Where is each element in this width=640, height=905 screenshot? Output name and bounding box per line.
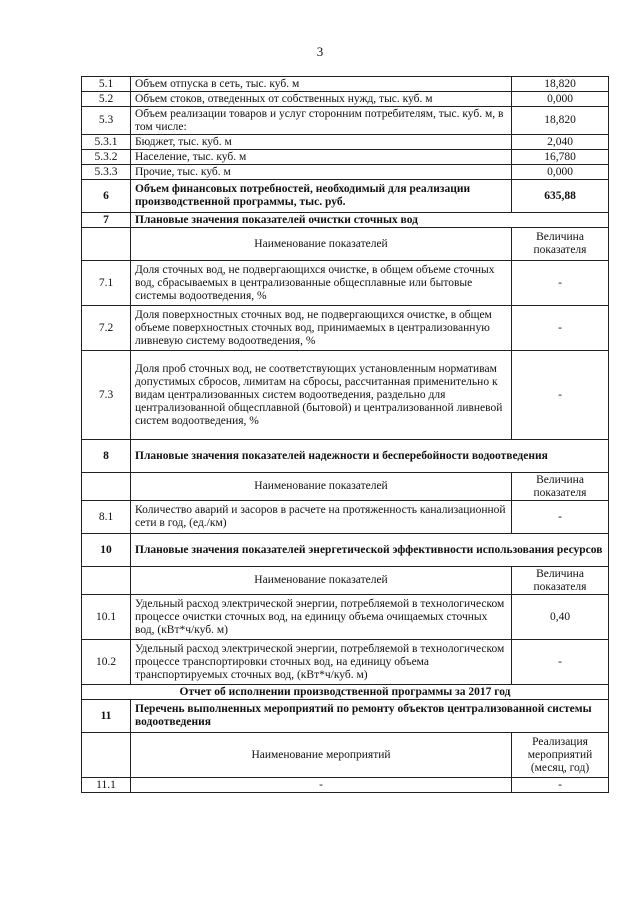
row-text: Прочие, тыс. куб. м xyxy=(131,165,512,180)
table-row xyxy=(82,595,609,640)
row-text: Объем финансовых потребностей, необходимый для реализации производственной программы, тыс. руб. xyxy=(131,180,512,213)
section-title: Перечень выполненных мероприятий по ремонту объектов централизованной системы водоотведения xyxy=(131,700,609,733)
column-header-row xyxy=(82,733,609,778)
row-value: 16,780 xyxy=(512,150,609,165)
report-title-row xyxy=(82,685,609,700)
table-row xyxy=(82,92,609,107)
section-number: 10 xyxy=(82,534,131,567)
section-number: 7 xyxy=(82,213,131,228)
row-value: 0,000 xyxy=(512,165,609,180)
row-value: 0,40 xyxy=(512,595,609,640)
row-value: 18,820 xyxy=(512,77,609,92)
row-value: - xyxy=(512,261,609,306)
row-value: - xyxy=(512,351,609,440)
row-number: 10.2 xyxy=(82,640,131,685)
row-value: 18,820 xyxy=(512,107,609,135)
row-text: Количество аварий и засоров в расчете на протяженность канализационной сети в год, (ед./км) xyxy=(131,501,512,534)
row-value: 2,040 xyxy=(512,135,609,150)
row-number: 7.2 xyxy=(82,306,131,351)
row-number: 8.1 xyxy=(82,501,131,534)
table-row xyxy=(82,640,609,685)
table-row xyxy=(82,261,609,306)
section-title: Плановые значения показателей очистки сточных вод xyxy=(131,213,609,228)
row-text: Объем отпуска в сеть, тыс. куб. м xyxy=(131,77,512,92)
section-header xyxy=(82,213,609,228)
table-row xyxy=(82,180,609,213)
column-header-name: Наименование мероприятий xyxy=(131,733,512,778)
row-value: - xyxy=(512,501,609,534)
page-number: 3 xyxy=(316,44,324,59)
row-number: 10.1 xyxy=(82,595,131,640)
column-header-value: Величина показателя xyxy=(512,473,609,501)
row-number: 5.3.3 xyxy=(82,165,131,180)
row-number: 6 xyxy=(82,180,131,213)
row-text: Объем реализации товаров и услуг сторонним потребителям, тыс. куб. м, в том числе: xyxy=(131,107,512,135)
column-header-name: Наименование показателей xyxy=(131,473,512,501)
row-text: Доля сточных вод, не подвергающихся очистке, в общем объеме сточных вод, сбрасываемых в централизованные общесплавные или бытовые системы водоотведения, % xyxy=(131,261,512,306)
table-row xyxy=(82,351,609,440)
row-number: 5.1 xyxy=(82,77,131,92)
column-header-name: Наименование показателей xyxy=(131,567,512,595)
report-title: Отчет об исполнении производственной программы за 2017 год xyxy=(82,685,609,700)
column-header-value: Величина показателя xyxy=(512,567,609,595)
row-number: 7.1 xyxy=(82,261,131,306)
program-table xyxy=(81,76,609,793)
table-row xyxy=(82,77,609,92)
row-value: 0,000 xyxy=(512,92,609,107)
row-text: - xyxy=(131,778,512,793)
table-row xyxy=(82,778,609,793)
row-text: Доля поверхностных сточных вод, не подвергающихся очистке, в общем объеме поверхностных сточных вод, принимаемых в централизованную ливневую систему водоотведения, % xyxy=(131,306,512,351)
table-row xyxy=(82,150,609,165)
column-header-row xyxy=(82,567,609,595)
section-header xyxy=(82,534,609,567)
row-value: 635,88 xyxy=(512,180,609,213)
row-text: Удельный расход электрической энергии, потребляемой в технологическом процессе очистки сточных вод, на единицу объема очищаемых сточных вод, (кВт*ч/куб. м) xyxy=(131,595,512,640)
row-text: Население, тыс. куб. м xyxy=(131,150,512,165)
row-value: - xyxy=(512,640,609,685)
table-row xyxy=(82,501,609,534)
row-text: Удельный расход электрической энергии, потребляемой в технологическом процессе транспортировки сточных вод, на единицу объема транспортируемых сточных вод, (кВт*ч/куб. м) xyxy=(131,640,512,685)
section-header xyxy=(82,440,609,473)
section-title: Плановые значения показателей надежности и бесперебойности водоотведения xyxy=(131,440,609,473)
section-number: 8 xyxy=(82,440,131,473)
column-header-row xyxy=(82,228,609,261)
table-row xyxy=(82,135,609,150)
row-text: Доля проб сточных вод, не соответствующих установленным нормативам допустимых сбросов, лимитам на сбросы, рассчитанная применительно к видам централизованных систем водоотведения, раздельно для централизованной общесплавной (бытовой) и централизованной ливневой систем водоотведения, % xyxy=(131,351,512,440)
table-row xyxy=(82,107,609,135)
row-number: 5.3.1 xyxy=(82,135,131,150)
column-header-value: Реализация мероприятий (месяц, год) xyxy=(512,733,609,778)
section-title: Плановые значения показателей энергетической эффективности использования ресурсов xyxy=(131,534,609,567)
row-number: 5.2 xyxy=(82,92,131,107)
section-header xyxy=(82,700,609,733)
table-row xyxy=(82,306,609,351)
row-number: 11.1 xyxy=(82,778,131,793)
row-number: 5.3.2 xyxy=(82,150,131,165)
row-number: 7.3 xyxy=(82,351,131,440)
row-text: Бюджет, тыс. куб. м xyxy=(131,135,512,150)
column-header-value: Величина показателя xyxy=(512,228,609,261)
row-value: - xyxy=(512,778,609,793)
column-header-name: Наименование показателей xyxy=(131,228,512,261)
row-value: - xyxy=(512,306,609,351)
section-number: 11 xyxy=(82,700,131,733)
row-text: Объем стоков, отведенных от собственных нужд, тыс. куб. м xyxy=(131,92,512,107)
table-row xyxy=(82,165,609,180)
column-header-row xyxy=(82,473,609,501)
row-number: 5.3 xyxy=(82,107,131,135)
